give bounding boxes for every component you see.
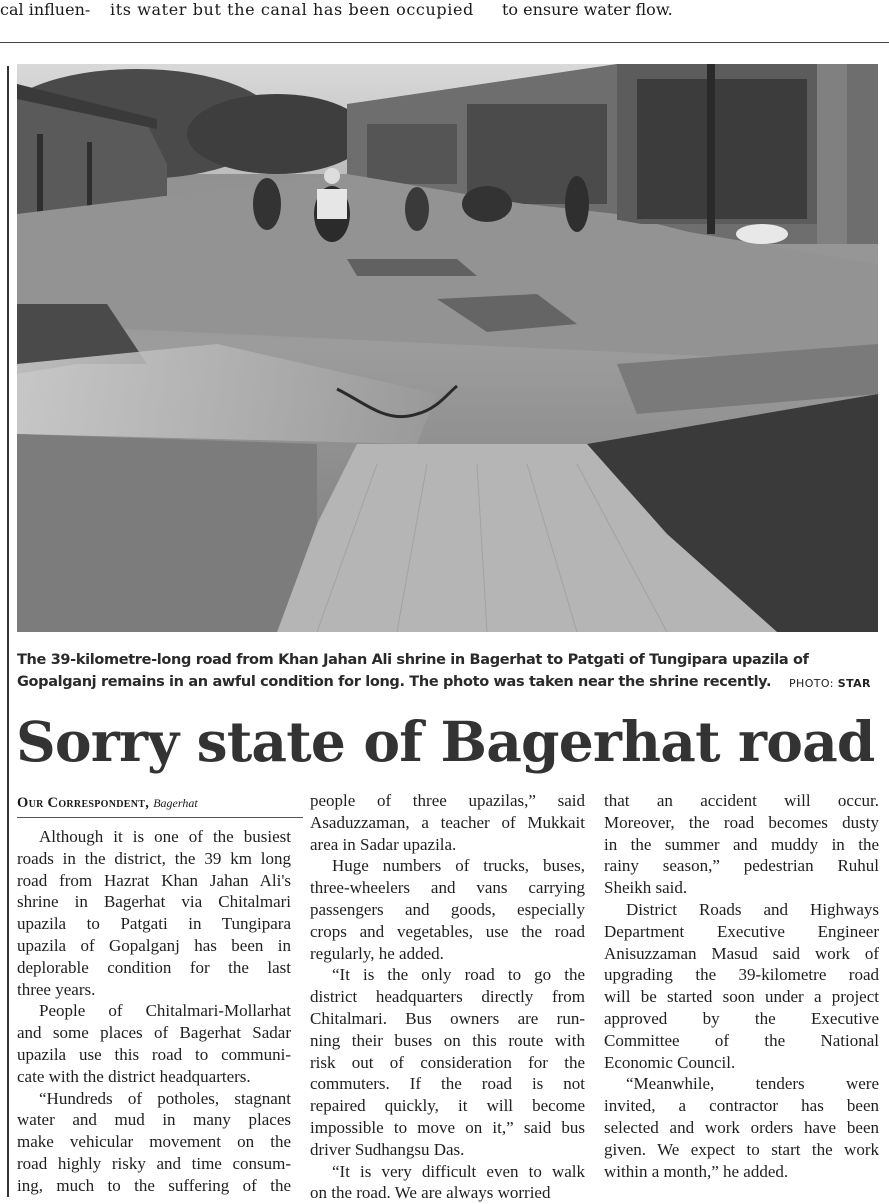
photo-credit	[789, 677, 871, 690]
article-line: Asaduzzaman, a teacher of Mukkait	[310, 812, 585, 832]
article-line: “Hundreds of potholes, stagnant	[39, 1088, 291, 1108]
article-line: upazila use this road to communi-	[17, 1044, 291, 1064]
article-line: three-wheelers and vans carrying	[310, 878, 585, 898]
strip-fragment-1: cal influen-	[0, 0, 91, 19]
article-line: and some places of Bagerhat Sadar	[17, 1023, 291, 1043]
article-line: Chitalmari. Bus owners are run-	[310, 1008, 585, 1028]
article-line: “It is very difficult even to walk	[332, 1161, 585, 1181]
column-rule	[7, 66, 9, 1197]
article-line: road highly risky and time consum-	[17, 1153, 291, 1173]
article-line: upazila of Gopalganj has been in	[17, 935, 291, 955]
article-line: people of three upazilas,” said	[310, 791, 585, 810]
article-line: deplorable condition for the last	[17, 957, 291, 977]
article-line: area in Sadar upazila.	[310, 834, 457, 854]
news-photo	[17, 64, 878, 632]
article-line: that an accident will occur.	[604, 791, 879, 810]
article-line: Committee of the National	[604, 1030, 879, 1050]
article-line: roads in the district, the 39 km long	[17, 848, 291, 868]
article-line: in the summer and muddy in the	[604, 834, 879, 854]
article-line: “Meanwhile, tenders were	[626, 1074, 879, 1094]
article-line: Although it is one of the busiest	[39, 827, 291, 846]
article-line: approved by the Executive	[604, 1008, 879, 1028]
article-line: road from Hazrat Khan Jahan Ali's	[17, 870, 291, 890]
article-line: three years.	[17, 979, 96, 999]
article-line: District Roads and Highways	[626, 899, 879, 919]
article-line: will be started soon under a project	[604, 987, 879, 1007]
article-line: regularly, he added.	[310, 943, 444, 963]
byline-dateline: Bagerhat	[153, 796, 198, 810]
article-line: driver Sudhangsu Das.	[310, 1139, 465, 1159]
article-line: crops and vegetables, use the road	[310, 921, 585, 941]
strip-fragment-3: to ensure water flow.	[502, 0, 673, 19]
byline	[17, 794, 303, 818]
credit-label: PHOTO:	[789, 677, 834, 690]
article-line: make vehicular movement on the	[17, 1132, 291, 1152]
article-line: People of Chitalmari-Mollarhat	[39, 1001, 291, 1021]
article-line: upgrading the 39-kilometre road	[604, 965, 879, 985]
article-line: impossible to move on it,” said bus	[310, 1117, 585, 1137]
article-line: Department Executive Engineer	[604, 921, 879, 941]
strip-fragment-2: its water but the canal has been occupied	[110, 0, 474, 19]
article-line: risk out of consideration for the	[310, 1052, 585, 1072]
previous-article-strip	[0, 0, 889, 43]
article-line: on the road. We are always worried	[310, 1183, 551, 1203]
article-line: cate with the district headquarters.	[17, 1066, 251, 1086]
article-line: shrine in Bagerhat via Chitalmari	[17, 892, 291, 912]
article-line: rainy season,” pedestrian Ruhul	[604, 856, 879, 876]
article-line: Huge numbers of trucks, buses,	[332, 856, 585, 876]
article-column-1	[17, 826, 291, 1197]
article-line: “It is the only road to go the	[332, 965, 585, 985]
article-line: Anisuzzaman Masud said work of	[604, 943, 879, 963]
article-line: invited, a contractor has been	[604, 1096, 879, 1116]
article-line: ing, much to the suffering of the	[17, 1175, 291, 1195]
byline-author: Our Correspondent,	[17, 795, 150, 811]
article-line: district headquarters directly from	[310, 987, 585, 1007]
article-line: commuters. If the road is not	[310, 1074, 585, 1094]
article-line: passengers and goods, especially	[310, 899, 585, 919]
credit-source: STAR	[837, 677, 871, 690]
photo-caption	[17, 649, 882, 693]
article-line: ning their buses on this route with	[310, 1030, 585, 1050]
article-column-2	[310, 790, 585, 1204]
article-line: Sheikh said.	[604, 878, 688, 898]
article-line: water and mud in many places	[17, 1110, 291, 1130]
muddy-road-photo-illustration	[17, 64, 878, 632]
article-line: Economic Council.	[604, 1052, 736, 1072]
article-line: upazila to Patgati in Tungipara	[17, 914, 291, 934]
article-line: selected and work orders have been	[604, 1117, 879, 1137]
caption-line-1: The 39-kilometre-long road from Khan Jahan Ali shrine in Bagerhat to Patgati of Tungipara upazila of	[17, 652, 809, 668]
article-line: Moreover, the road becomes dusty	[604, 812, 879, 832]
article-line: repaired quickly, it will become	[310, 1096, 585, 1116]
article-column-3	[604, 790, 879, 1182]
article-line: within a month,” he added.	[604, 1161, 789, 1181]
article-headline: Sorry state of Bagerhat road	[16, 709, 875, 774]
article-line: given. We expect to start the work	[604, 1139, 879, 1159]
caption-line-2: Gopalganj remains in an awful condition for long. The photo was taken near the shrine recently.	[17, 674, 772, 690]
